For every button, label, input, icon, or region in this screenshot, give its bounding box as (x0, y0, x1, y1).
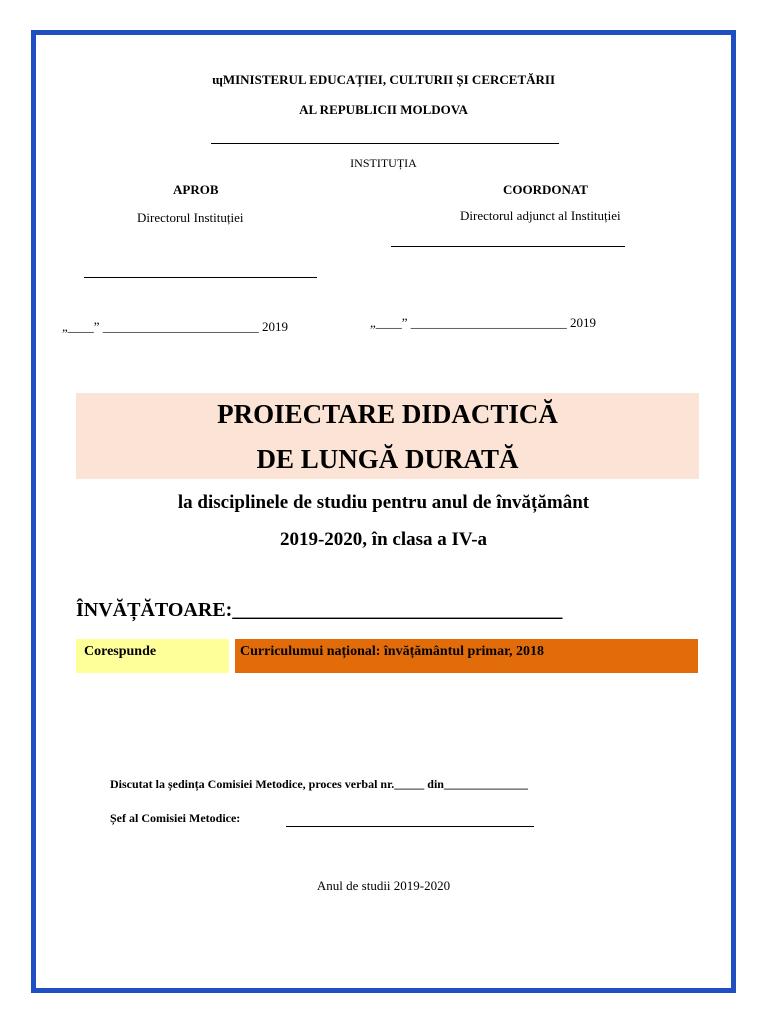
institution-signature-line (211, 143, 559, 144)
coordinate-date: „____” ________________________ 2019 (370, 315, 597, 330)
subtitle-line-2: 2019-2020, în clasa a IV-a (279, 529, 488, 550)
methodic-head-signature-line (286, 826, 534, 827)
approve-title: APROB (173, 182, 219, 197)
title-box (76, 393, 699, 479)
methodic-head-label: Șef al Comisiei Metodice: (110, 811, 241, 825)
institution-label: INSTITUȚIA (350, 156, 417, 170)
ministry-line-2: AL REPUBLICII MOLDOVA (299, 102, 468, 117)
title-line-1: PROIECTARE DIDACTICĂ (217, 399, 558, 429)
curriculum-value: Curriculumui național: învățământul primar, 2018 (235, 639, 698, 673)
title-line-2: DE LUNGĂ DURATĂ (256, 444, 519, 474)
approve-date: „____” ________________________ 2019 (62, 319, 289, 334)
coordinate-role: Directorul adjunct al Instituției (460, 208, 621, 223)
coordinate-title: COORDONAT (503, 182, 588, 197)
page-border (31, 30, 736, 993)
coordinate-signature-line (391, 246, 625, 247)
approve-role: Directorul Instituției (137, 210, 244, 225)
ministry-line-1: ɰMINISTERUL EDUCAȚIEI, CULTURII ȘI CERCETĂRII (211, 72, 556, 87)
subtitle-line-1: la disciplinele de studiu pentru anul de învățământ (177, 492, 590, 513)
study-year: Anul de studii 2019-2020 (316, 878, 451, 893)
teacher-field: ÎNVĂȚĂTOARE:_________________________________ (76, 599, 563, 621)
approve-signature-line (84, 277, 317, 278)
curriculum-label: Corespunde (76, 639, 229, 673)
discussed-note: Discutat la ședința Comisiei Metodice, proces verbal nr._____ din______________ (110, 777, 528, 791)
